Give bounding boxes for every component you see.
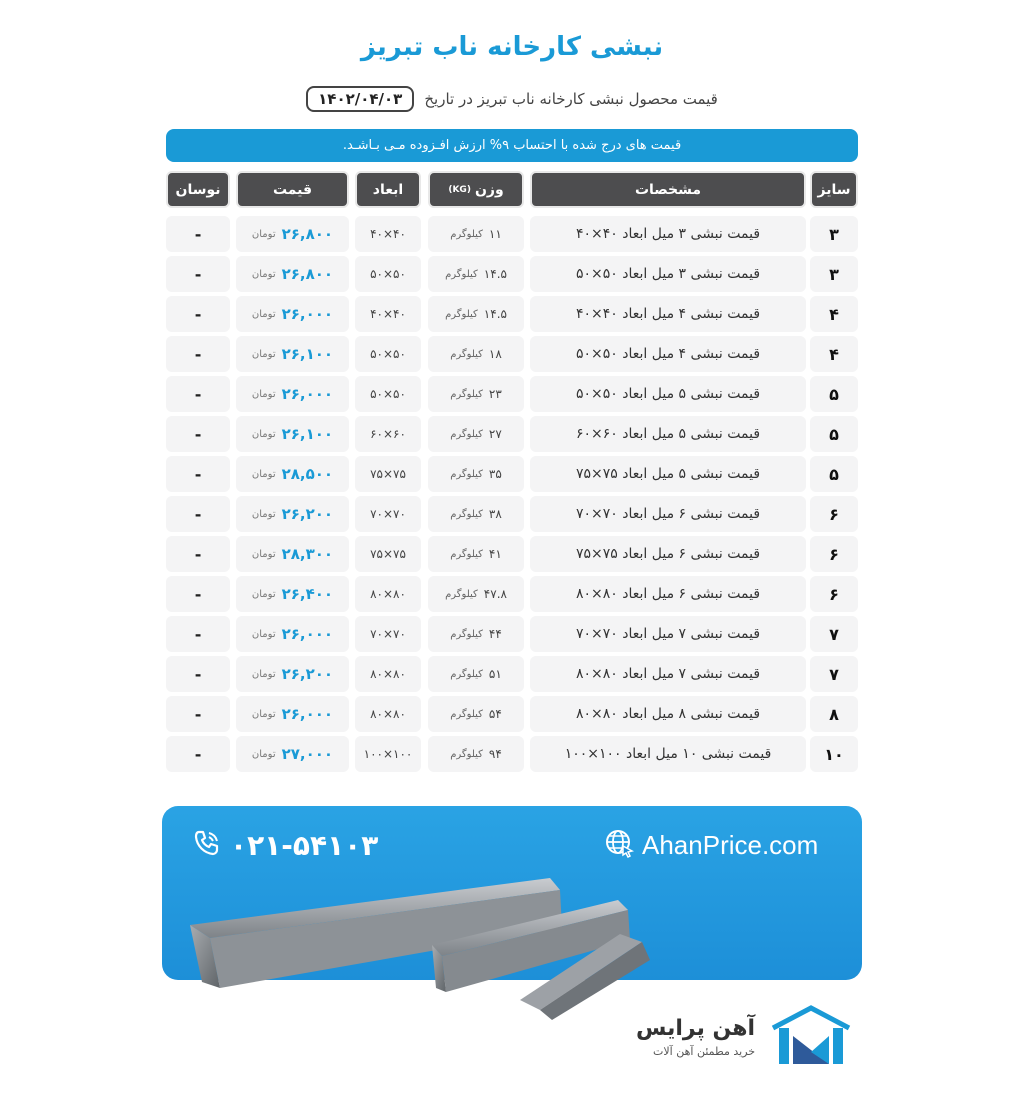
price-unit: تومان [251,268,276,280]
cell-price [236,736,349,772]
price-value: ۲۶,۲۰۰ [281,505,334,523]
dim-value: ۶۰×۶۰ [370,427,406,441]
dim-value: ۷۰×۷۰ [370,507,406,521]
cell-size: ۷ [810,616,858,652]
weight-value: ۳۵ [488,467,502,481]
weight-value: ۴۷.۸ [483,587,507,601]
cell-weight [428,496,524,532]
price-unit: تومان [251,428,276,440]
dim-value: ۸۰×۸۰ [370,587,406,601]
weight-unit: کیلوگرم [450,348,483,360]
cell-fluct: - [166,296,230,332]
cell-weight [428,696,524,732]
cell-dim [355,376,421,412]
cell-weight [428,576,524,612]
table-row [166,736,858,772]
cell-spec[interactable]: قیمت نبشی ۷ میل ابعاد ۸۰×۸۰ [530,656,806,692]
cell-dim [355,496,421,532]
cell-dim [355,576,421,612]
dim-value: ۷۵×۷۵ [370,547,406,561]
cell-dim [355,216,421,252]
cell-price [236,416,349,452]
price-value: ۲۸,۵۰۰ [281,465,334,483]
brand-text [636,1016,755,1058]
cell-spec[interactable]: قیمت نبشی ۶ میل ابعاد ۸۰×۸۰ [530,576,806,612]
brand-house-icon [769,1004,853,1070]
table-row [166,456,858,492]
weight-unit: کیلوگرم [450,628,483,640]
cell-spec[interactable]: قیمت نبشی ۴ میل ابعاد ۴۰×۴۰ [530,296,806,332]
weight-value: ۲۷ [488,427,502,441]
price-value: ۲۶,۲۰۰ [281,665,334,683]
cell-fluct: - [166,496,230,532]
cell-spec[interactable]: قیمت نبشی ۵ میل ابعاد ۶۰×۶۰ [530,416,806,452]
cell-weight [428,216,524,252]
price-unit: تومان [251,508,276,520]
cell-spec[interactable]: قیمت نبشی ۱۰ میل ابعاد ۱۰۰×۱۰۰ [530,736,806,772]
cell-price [236,296,349,332]
cell-dim [355,616,421,652]
cell-fluct: - [166,536,230,572]
cell-price [236,496,349,532]
cell-dim [355,296,421,332]
price-unit: تومان [251,748,276,760]
globe-icon [604,828,634,862]
table-row [166,696,858,732]
weight-unit: کیلوگرم [450,388,483,400]
cell-weight [428,256,524,292]
cell-price [236,216,349,252]
cell-spec[interactable]: قیمت نبشی ۴ میل ابعاد ۵۰×۵۰ [530,336,806,372]
cell-weight [428,656,524,692]
weight-unit: کیلوگرم [450,508,483,520]
cell-price [236,536,349,572]
weight-value: ۳۸ [488,507,502,521]
weight-value: ۱۱ [488,227,502,241]
price-unit: تومان [251,348,276,360]
weight-value: ۹۴ [488,747,502,761]
cell-fluct: - [166,376,230,412]
cell-dim [355,736,421,772]
cell-spec[interactable]: قیمت نبشی ۵ میل ابعاد ۵۰×۵۰ [530,376,806,412]
price-value: ۲۶,۱۰۰ [281,425,334,443]
header-size: سایز [810,171,858,208]
weight-unit: کیلوگرم [445,588,478,600]
cell-size: ۴ [810,296,858,332]
table-row [166,416,858,452]
price-table [166,171,858,776]
cell-weight [428,456,524,492]
price-value: ۲۶,۴۰۰ [281,585,334,603]
price-value: ۲۷,۰۰۰ [281,745,334,763]
header-weight [428,171,524,208]
cell-fluct: - [166,456,230,492]
table-row [166,296,858,332]
weight-unit: کیلوگرم [450,748,483,760]
dim-value: ۱۰۰×۱۰۰ [363,747,413,761]
cell-size: ۳ [810,216,858,252]
brand-tagline: خرید مطمئن آهن آلات [653,1045,756,1058]
weight-unit: کیلوگرم [450,428,483,440]
cell-fluct: - [166,416,230,452]
price-value: ۲۶,۰۰۰ [281,305,334,323]
price-unit: تومان [251,628,276,640]
cell-price [236,376,349,412]
weight-unit: کیلوگرم [450,228,483,240]
cell-size: ۵ [810,456,858,492]
dim-value: ۴۰×۴۰ [370,227,406,241]
dim-value: ۷۵×۷۵ [370,467,406,481]
cell-fluct: - [166,216,230,252]
cell-dim [355,696,421,732]
table-row [166,496,858,532]
cell-spec[interactable]: قیمت نبشی ۵ میل ابعاد ۷۵×۷۵ [530,456,806,492]
cell-dim [355,416,421,452]
weight-value: ۱۴.۵ [483,267,507,281]
angle-beams-illustration [180,870,680,1020]
dim-value: ۴۰×۴۰ [370,307,406,321]
price-unit: تومان [251,228,276,240]
cell-fluct: - [166,576,230,612]
cell-size: ۷ [810,656,858,692]
table-row [166,376,858,412]
date-badge: ۱۴۰۲/۰۴/۰۳ [306,86,414,112]
cell-fluct: - [166,656,230,692]
cell-size: ۵ [810,376,858,412]
price-unit: تومان [251,388,276,400]
cell-dim [355,256,421,292]
price-value: ۲۶,۰۰۰ [281,625,334,643]
cell-size: ۵ [810,416,858,452]
price-unit: تومان [251,468,276,480]
cell-dim [355,656,421,692]
cell-size: ۴ [810,336,858,372]
price-value: ۲۸,۳۰۰ [281,545,334,563]
dim-value: ۸۰×۸۰ [370,707,406,721]
cell-weight [428,416,524,452]
price-unit: تومان [251,308,276,320]
cell-dim [355,336,421,372]
cell-weight [428,616,524,652]
table-header [166,171,858,208]
weight-unit: کیلوگرم [450,548,483,560]
table-row [166,336,858,372]
table-row [166,216,858,252]
cell-spec[interactable]: قیمت نبشی ۷ میل ابعاد ۷۰×۷۰ [530,616,806,652]
header-weight-label: وزن [474,181,504,198]
dim-value: ۷۰×۷۰ [370,627,406,641]
cell-spec[interactable]: قیمت نبشی ۸ میل ابعاد ۸۰×۸۰ [530,696,806,732]
price-unit: تومان [251,708,276,720]
weight-value: ۵۱ [488,667,502,681]
cell-size: ۸ [810,696,858,732]
cell-fluct: - [166,736,230,772]
subtitle-text: قیمت محصول نبشی کارخانه ناب تبریز در تاریخ [424,90,718,108]
brand-logo [636,1004,853,1070]
weight-value: ۱۴.۵ [483,307,507,321]
cell-spec[interactable]: قیمت نبشی ۶ میل ابعاد ۷۰×۷۰ [530,496,806,532]
cell-spec[interactable]: قیمت نبشی ۳ میل ابعاد ۴۰×۴۰ [530,216,806,252]
cell-size: ۶ [810,536,858,572]
price-value: ۲۶,۸۰۰ [281,265,334,283]
cell-weight [428,336,524,372]
cell-price [236,656,349,692]
header-dim: ابعاد [355,171,421,208]
table-row [166,656,858,692]
dim-value: ۸۰×۸۰ [370,667,406,681]
weight-value: ۵۴ [488,707,502,721]
cell-price [236,456,349,492]
subtitle-line [0,86,1024,112]
price-value: ۲۶,۸۰۰ [281,225,334,243]
vat-note: قیمت های درج شده با احتساب ۹% ارزش افـزوده مـی بـاشـد. [166,129,858,162]
website-link[interactable] [604,828,818,862]
brand-name: آهن پرایس [636,1016,756,1041]
cell-size: ۳ [810,256,858,292]
cell-price [236,696,349,732]
weight-value: ۲۳ [488,387,502,401]
cell-dim [355,456,421,492]
table-row [166,576,858,612]
cell-spec[interactable]: قیمت نبشی ۳ میل ابعاد ۵۰×۵۰ [530,256,806,292]
weight-value: ۴۴ [488,627,502,641]
header-fluct: نوسان [166,171,230,208]
table-body [166,216,858,772]
dim-value: ۵۰×۵۰ [370,347,406,361]
weight-unit: کیلوگرم [445,308,478,320]
page-title: نبشی کارخانه ناب تبریز [360,32,664,62]
website-text: AhanPrice.com [642,829,819,860]
cell-weight [428,736,524,772]
weight-unit: کیلوگرم [450,668,483,680]
price-unit: تومان [251,588,276,600]
cell-fluct: - [166,616,230,652]
cell-fluct: - [166,696,230,732]
table-row [166,536,858,572]
cell-fluct: - [166,336,230,372]
cell-weight [428,536,524,572]
cell-fluct: - [166,256,230,292]
header-weight-unit: (KG) [448,184,471,195]
cell-size: ۶ [810,496,858,532]
phone-number: ۰۲۱-۵۴۱۰۳ [230,828,379,862]
cell-price [236,616,349,652]
price-value: ۲۶,۱۰۰ [281,345,334,363]
table-row [166,256,858,292]
phone-contact[interactable] [192,828,378,862]
price-value: ۲۶,۰۰۰ [281,385,334,403]
cell-spec[interactable]: قیمت نبشی ۶ میل ابعاد ۷۵×۷۵ [530,536,806,572]
cell-price [236,336,349,372]
phone-icon [192,828,222,862]
header-price: قیمت [236,171,349,208]
cell-weight [428,296,524,332]
header-spec: مشخصات [530,171,806,208]
cell-dim [355,536,421,572]
dim-value: ۵۰×۵۰ [370,387,406,401]
cell-size: ۶ [810,576,858,612]
cell-price [236,256,349,292]
weight-unit: کیلوگرم [450,708,483,720]
price-value: ۲۶,۰۰۰ [281,705,334,723]
weight-unit: کیلوگرم [450,468,483,480]
cell-weight [428,376,524,412]
cell-size: ۱۰ [810,736,858,772]
weight-unit: کیلوگرم [445,268,478,280]
cell-price [236,576,349,612]
weight-value: ۴۱ [488,547,502,561]
price-unit: تومان [251,548,276,560]
price-unit: تومان [251,668,276,680]
dim-value: ۵۰×۵۰ [370,267,406,281]
weight-value: ۱۸ [488,347,502,361]
table-row [166,616,858,652]
